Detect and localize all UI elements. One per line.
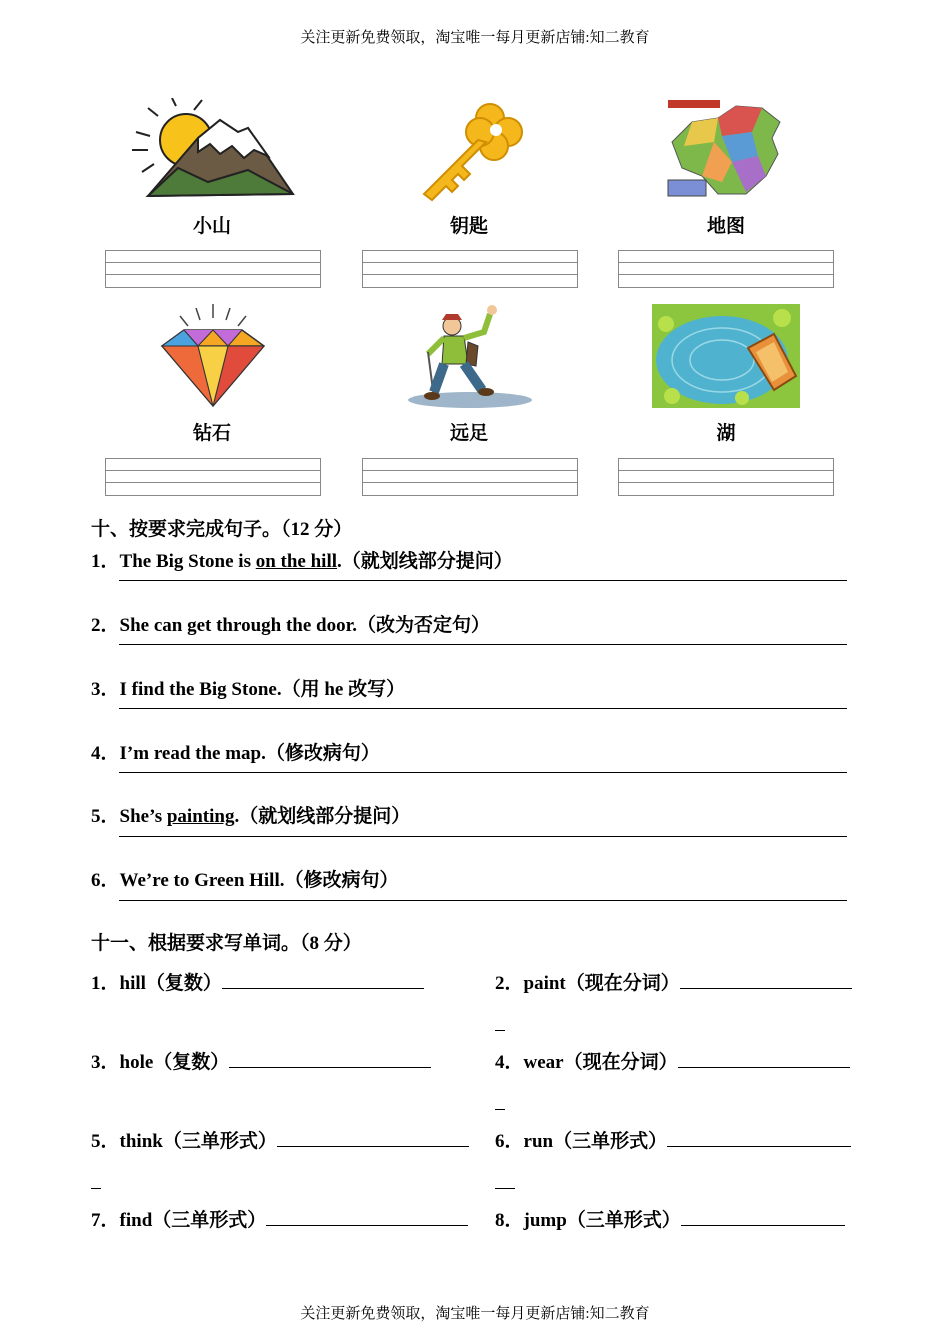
picture-caption: 钻石 (192, 423, 231, 444)
question-number: 3． (91, 679, 120, 700)
answer-blank[interactable] (680, 970, 852, 989)
question-item (91, 674, 405, 701)
answer-line[interactable] (119, 644, 847, 645)
question-number: 5． (91, 1131, 120, 1152)
writing-lines[interactable] (362, 458, 578, 496)
question-number: 3． (91, 1052, 120, 1073)
question-number: 1． (91, 551, 120, 572)
picture-caption: 地图 (706, 216, 745, 237)
question-text: The Big Stone is (119, 551, 256, 572)
page-footer: 关注更新免费领取，淘宝唯一每月更新店铺:知二教育 (300, 1306, 650, 1322)
question-text: I find the Big Stone.（用 he 改写） (119, 679, 406, 700)
answer-line[interactable] (119, 836, 847, 837)
question-number: 1． (91, 973, 120, 994)
underlined-phrase: painting (166, 806, 235, 827)
section-title: 十、按要求完成句子。（12 分） (91, 519, 353, 540)
word-item (91, 1047, 431, 1074)
question-number: 2． (91, 615, 120, 636)
answer-blank-wrap[interactable] (495, 1016, 505, 1031)
question-text: She’s (119, 806, 167, 827)
word-prompt: wear（现在分词） (523, 1052, 678, 1073)
answer-blank[interactable] (229, 1049, 431, 1068)
writing-lines[interactable] (618, 250, 834, 288)
answer-blank[interactable] (266, 1207, 468, 1226)
word-prompt: jump（三单形式） (523, 1210, 681, 1231)
question-number: 7． (91, 1210, 120, 1231)
word-item (91, 1205, 468, 1232)
question-number: 8． (495, 1210, 524, 1231)
answer-line[interactable] (119, 772, 847, 773)
question-number: 6． (91, 870, 120, 891)
question-text: We’re to Green Hill.（修改病句） (119, 870, 399, 891)
writing-lines[interactable] (105, 250, 321, 288)
word-item (495, 1205, 845, 1232)
answer-blank-wrap[interactable] (495, 1095, 505, 1110)
picture-caption: 小山 (192, 216, 231, 237)
lake-boat-icon (652, 304, 800, 408)
writing-lines[interactable] (105, 458, 321, 496)
answer-blank[interactable] (667, 1128, 851, 1147)
question-number: 4． (91, 743, 120, 764)
word-item (495, 1047, 850, 1074)
section-title: 十一、根据要求写单词。（8 分） (91, 933, 362, 954)
question-instruction: .（就划线部分提问） (337, 551, 513, 572)
word-prompt: hole（复数） (119, 1052, 230, 1073)
word-prompt: hill（复数） (119, 973, 222, 994)
diamond-icon (160, 304, 266, 408)
question-instruction: .（就划线部分提问） (234, 806, 411, 827)
question-text: She can get through the door.（改为否定句） (119, 615, 491, 636)
key-icon (416, 96, 524, 202)
question-text: I’m read the map.（修改病句） (119, 743, 380, 764)
question-number: 2． (495, 973, 524, 994)
answer-blank-wrap[interactable] (91, 1174, 101, 1189)
question-number: 4． (495, 1052, 524, 1073)
answer-blank-wrap[interactable] (495, 1174, 515, 1189)
word-prompt: run（三单形式） (523, 1131, 668, 1152)
question-item (91, 865, 399, 892)
hiker-icon (404, 302, 536, 410)
answer-blank[interactable] (681, 1207, 845, 1226)
writing-lines[interactable] (618, 458, 834, 496)
china-map-icon (662, 98, 784, 200)
picture-caption: 远足 (449, 423, 488, 444)
word-item (495, 968, 852, 995)
word-item (495, 1126, 851, 1153)
picture-caption: 钥匙 (449, 216, 488, 237)
question-number: 5． (91, 806, 120, 827)
word-prompt: find（三单形式） (119, 1210, 267, 1231)
question-item (91, 801, 410, 828)
answer-line[interactable] (119, 900, 847, 901)
answer-line[interactable] (119, 580, 847, 581)
word-item (91, 968, 424, 995)
question-item (91, 610, 490, 637)
underlined-phrase: on the hill (255, 551, 338, 572)
answer-blank[interactable] (222, 970, 424, 989)
page-header: 关注更新免费领取，淘宝唯一每月更新店铺:知二教育 (300, 30, 650, 46)
question-item (91, 546, 513, 573)
word-prompt: paint（现在分词） (523, 973, 680, 994)
question-item (91, 738, 380, 765)
picture-caption: 湖 (716, 423, 736, 444)
answer-blank[interactable] (277, 1128, 469, 1147)
word-item (91, 1126, 469, 1153)
answer-line[interactable] (119, 708, 847, 709)
answer-blank[interactable] (678, 1049, 850, 1068)
question-number: 6． (495, 1131, 524, 1152)
word-prompt: think（三单形式） (119, 1131, 277, 1152)
mountain-sun-icon (128, 98, 298, 202)
writing-lines[interactable] (362, 250, 578, 288)
